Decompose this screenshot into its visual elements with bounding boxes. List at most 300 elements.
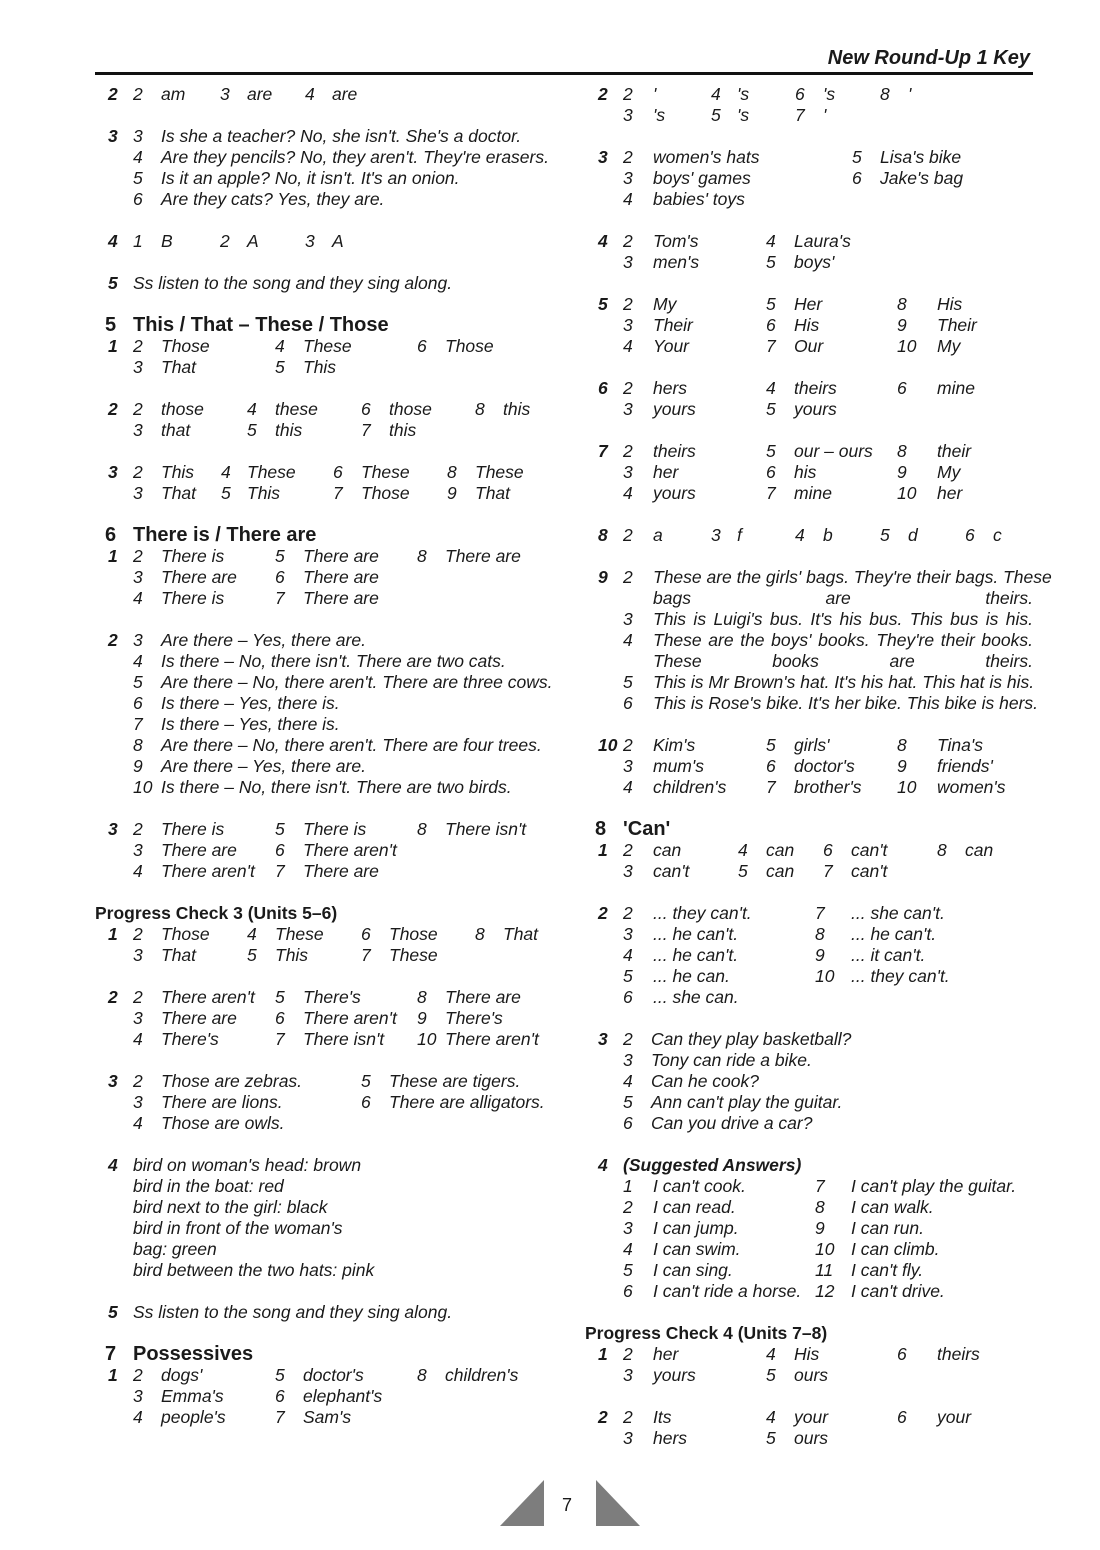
answer-text: can bbox=[965, 840, 994, 860]
exercise-number: 4 bbox=[108, 1155, 118, 1175]
exercise-number: 3 bbox=[108, 462, 118, 482]
answer-row bbox=[95, 567, 545, 588]
answer-text: this bbox=[503, 399, 531, 419]
item-number: 9 bbox=[815, 945, 825, 965]
answer-text: Is there – Yes, there is. bbox=[161, 693, 340, 713]
item-number: 3 bbox=[133, 483, 143, 503]
answer-text: I can read. bbox=[653, 1197, 736, 1217]
answer-row bbox=[585, 105, 1025, 126]
item-number: 2 bbox=[623, 525, 633, 545]
item-number: 3 bbox=[133, 420, 143, 440]
item-number: 2 bbox=[623, 147, 633, 167]
left-column bbox=[95, 84, 553, 1428]
unit4-exercise4 bbox=[95, 231, 545, 252]
unit8-exercise1 bbox=[585, 840, 1025, 882]
answer-text: babies' toys bbox=[653, 189, 745, 209]
answer-text: These bbox=[475, 462, 524, 482]
unit8-heading bbox=[585, 819, 1025, 840]
answer-text: Ss listen to the song and they sing along. bbox=[133, 273, 453, 293]
item-number: 6 bbox=[823, 840, 833, 860]
answer-row bbox=[585, 378, 1025, 399]
answer-text: that bbox=[161, 420, 191, 440]
unit6-heading bbox=[95, 525, 545, 546]
item-number: 2 bbox=[623, 1407, 633, 1427]
item-number: 7 bbox=[795, 105, 805, 125]
item-number: 5 bbox=[623, 966, 633, 986]
answer-text: ... he can't. bbox=[653, 924, 739, 944]
answer-row bbox=[95, 1302, 545, 1323]
answer-text: There isn't bbox=[445, 819, 527, 839]
item-number: 8 bbox=[880, 84, 890, 104]
item-number: 2 bbox=[623, 84, 633, 104]
answer-row bbox=[585, 777, 1025, 798]
exercise-number: 10 bbox=[598, 735, 618, 755]
answer-row bbox=[585, 1239, 1025, 1260]
item-number: 5 bbox=[766, 1428, 776, 1448]
answer-text: Is she a teacher? No, she isn't. She's a doctor. bbox=[161, 126, 522, 146]
item-number: 8 bbox=[475, 399, 485, 419]
right-column bbox=[585, 84, 1052, 1449]
answer-row bbox=[95, 1197, 545, 1218]
answer-text: c bbox=[993, 525, 1002, 545]
exercise-number: 2 bbox=[108, 399, 118, 419]
item-number: 10 bbox=[897, 777, 917, 797]
answer-text: Can he cook? bbox=[651, 1071, 759, 1091]
answer-text: f bbox=[737, 525, 742, 545]
unit5-exercise3 bbox=[95, 462, 545, 504]
answer-text: bird in the boat: red bbox=[133, 1176, 284, 1196]
progress-check3-title: Progress Check 3 (Units 5–6) bbox=[95, 903, 338, 923]
answer-row bbox=[585, 336, 1025, 357]
answer-text: Their bbox=[653, 315, 693, 335]
answer-text: There is bbox=[161, 819, 225, 839]
item-number: 3 bbox=[220, 84, 230, 104]
answer-text: His bbox=[937, 294, 963, 314]
item-number: 6 bbox=[897, 1407, 907, 1427]
answer-text: There are bbox=[303, 546, 379, 566]
item-number: 7 bbox=[275, 861, 285, 881]
item-number: 5 bbox=[623, 672, 633, 692]
answer-row bbox=[585, 84, 1025, 105]
item-number: 2 bbox=[133, 84, 143, 104]
item-number: 4 bbox=[221, 462, 231, 482]
pc4-exercise2 bbox=[585, 1407, 1025, 1449]
item-number: 6 bbox=[623, 1113, 633, 1133]
exercise-number: 2 bbox=[108, 630, 118, 650]
answer-text: Ss listen to the song and they sing along. bbox=[133, 1302, 453, 1322]
answer-text: our – ours bbox=[794, 441, 873, 461]
item-number: 3 bbox=[623, 609, 633, 629]
answer-row bbox=[585, 1092, 1025, 1113]
answer-text: Are they pencils? No, they aren't. They're erasers. bbox=[161, 147, 549, 167]
answer-text: yours bbox=[653, 399, 696, 419]
item-number: 8 bbox=[417, 987, 427, 1007]
answer-text: This bbox=[303, 357, 337, 377]
item-number: 5 bbox=[738, 861, 748, 881]
answer-text: ours bbox=[794, 1428, 829, 1448]
answer-text: There is bbox=[161, 588, 225, 608]
answer-row bbox=[585, 1365, 1025, 1386]
answer-text: That bbox=[475, 483, 511, 503]
answer-row bbox=[585, 840, 1025, 861]
item-number: 6 bbox=[897, 1344, 907, 1364]
answer-text: I can jump. bbox=[653, 1218, 739, 1238]
item-number: 5 bbox=[275, 819, 285, 839]
answer-text: That bbox=[161, 945, 197, 965]
exercise-number: 5 bbox=[108, 273, 118, 293]
item-number: 4 bbox=[305, 84, 315, 104]
answer-row bbox=[95, 1008, 545, 1029]
unit7-exercise10 bbox=[585, 735, 1025, 798]
answer-text: There isn't bbox=[303, 1029, 385, 1049]
answer-text: theirs bbox=[653, 441, 696, 461]
answer-row bbox=[95, 714, 545, 735]
item-number: 6 bbox=[623, 693, 633, 713]
answer-text: ' bbox=[823, 105, 827, 125]
answer-text: There is bbox=[161, 546, 225, 566]
item-number: 2 bbox=[133, 1071, 143, 1091]
answer-text: There aren't bbox=[303, 840, 397, 860]
answer-row bbox=[585, 861, 1025, 882]
answer-text: Are there – No, there aren't. There are three cows. bbox=[161, 672, 553, 692]
item-number: 6 bbox=[795, 84, 805, 104]
answer-row bbox=[95, 231, 545, 252]
answer-text: Those bbox=[361, 483, 410, 503]
unit6-exercise3 bbox=[95, 819, 545, 882]
item-number: 9 bbox=[897, 315, 907, 335]
item-number: 3 bbox=[623, 861, 633, 881]
answer-text: hers bbox=[653, 1428, 688, 1448]
item-number: 5 bbox=[766, 1365, 776, 1385]
answer-row bbox=[95, 336, 545, 357]
item-number: 2 bbox=[623, 1197, 633, 1217]
answer-text: There are bbox=[303, 567, 379, 587]
answer-row bbox=[585, 441, 1025, 462]
item-number: 4 bbox=[275, 336, 285, 356]
answer-text: These books are theirs. bbox=[653, 651, 1033, 671]
answer-row bbox=[95, 840, 545, 861]
exercise-number: 7 bbox=[598, 441, 608, 461]
exercise-number: 2 bbox=[598, 903, 608, 923]
item-number: 4 bbox=[623, 189, 633, 209]
unit6-exercise1 bbox=[95, 546, 545, 609]
answer-row bbox=[95, 420, 545, 441]
answer-text: those bbox=[389, 399, 432, 419]
answer-text: There aren't bbox=[161, 987, 255, 1007]
answer-text: This bbox=[247, 483, 281, 503]
item-number: 3 bbox=[623, 105, 633, 125]
answer-row bbox=[95, 1071, 545, 1092]
exercise-number: 5 bbox=[108, 1302, 118, 1322]
item-number: 3 bbox=[623, 1428, 633, 1448]
exercise-number: 2 bbox=[108, 987, 118, 1007]
answer-text: d bbox=[908, 525, 918, 545]
answer-text: 's bbox=[823, 84, 836, 104]
answer-text: Are there – Yes, there are. bbox=[161, 756, 366, 776]
item-number: 8 bbox=[897, 735, 907, 755]
answer-text: can bbox=[653, 840, 682, 860]
item-number: 8 bbox=[897, 294, 907, 314]
pc4-exercise1 bbox=[585, 1344, 1025, 1386]
item-number: 6 bbox=[623, 1281, 633, 1301]
item-number: 3 bbox=[133, 840, 143, 860]
answer-text: ' bbox=[653, 84, 657, 104]
exercise-number: 1 bbox=[108, 924, 118, 944]
answer-text: friends' bbox=[937, 756, 993, 776]
item-number: 4 bbox=[133, 147, 143, 167]
item-number: 6 bbox=[133, 693, 143, 713]
exercise-number: 6 bbox=[598, 378, 608, 398]
unit5-heading bbox=[95, 315, 545, 336]
item-number: 5 bbox=[623, 1260, 633, 1280]
answer-text: I can climb. bbox=[851, 1239, 940, 1259]
answer-row bbox=[585, 1218, 1025, 1239]
exercise-number: 3 bbox=[108, 1071, 118, 1091]
answer-text: ... she can. bbox=[653, 987, 739, 1007]
answer-row bbox=[585, 630, 1033, 651]
progress-check4-heading bbox=[585, 1323, 1025, 1344]
item-number: 9 bbox=[815, 1218, 825, 1238]
answer-text: your bbox=[937, 1407, 972, 1427]
item-number: 6 bbox=[361, 924, 371, 944]
answer-row bbox=[585, 1281, 1025, 1302]
answer-row bbox=[585, 462, 1025, 483]
answer-row bbox=[95, 189, 545, 210]
answer-text: Is there – Yes, there is. bbox=[161, 714, 340, 734]
item-number: 6 bbox=[275, 567, 285, 587]
item-number: 4 bbox=[133, 588, 143, 608]
answer-text: These are tigers. bbox=[389, 1071, 521, 1091]
answer-text: yours bbox=[794, 399, 837, 419]
answer-row bbox=[95, 861, 545, 882]
answer-text: Are there – No, there aren't. There are four trees. bbox=[161, 735, 542, 755]
item-number: 3 bbox=[133, 1008, 143, 1028]
running-title: New Round-Up 1 Key bbox=[827, 47, 1030, 69]
unit6-title: There is / There are bbox=[133, 524, 317, 546]
item-number: 2 bbox=[623, 840, 633, 860]
answer-row bbox=[585, 672, 1035, 693]
answer-text: can bbox=[766, 840, 795, 860]
answer-text: I can sing. bbox=[653, 1260, 733, 1280]
answer-text: his bbox=[794, 462, 817, 482]
answer-text: These bbox=[303, 336, 352, 356]
answer-text: Those bbox=[161, 924, 210, 944]
item-number: 3 bbox=[133, 945, 143, 965]
answer-row bbox=[585, 1029, 1025, 1050]
item-number: 7 bbox=[766, 483, 776, 503]
item-number: 2 bbox=[623, 903, 633, 923]
pc3-exercise2 bbox=[95, 987, 545, 1050]
item-number: 7 bbox=[766, 336, 776, 356]
answer-row bbox=[95, 693, 545, 714]
answer-text: There's bbox=[161, 1029, 219, 1049]
item-number: 5 bbox=[247, 420, 257, 440]
answer-row bbox=[585, 966, 1025, 987]
answer-text: That bbox=[161, 357, 197, 377]
answer-text: Emma's bbox=[161, 1386, 224, 1406]
answer-text: There are bbox=[161, 1008, 237, 1028]
answer-row bbox=[585, 756, 1025, 777]
answer-row bbox=[585, 483, 1025, 504]
answer-text: Those bbox=[389, 924, 438, 944]
answer-row bbox=[585, 294, 1025, 315]
item-number: 8 bbox=[937, 840, 947, 860]
item-number: 2 bbox=[623, 441, 633, 461]
answer-text: 's bbox=[737, 84, 750, 104]
answer-row bbox=[585, 924, 1025, 945]
answer-row bbox=[585, 1260, 1025, 1281]
item-number: 5 bbox=[766, 735, 776, 755]
answer-row bbox=[585, 147, 1025, 168]
answer-text: My bbox=[937, 462, 961, 482]
answer-text: these bbox=[275, 399, 318, 419]
answer-row bbox=[585, 1071, 1025, 1092]
answer-row bbox=[585, 693, 1039, 714]
item-number: 2 bbox=[623, 231, 633, 251]
item-number: 3 bbox=[623, 399, 633, 419]
answer-text: mum's bbox=[653, 756, 704, 776]
answer-text: These are the girls' bags. They're their bags. These bbox=[653, 567, 1052, 587]
answer-text: There are lions. bbox=[161, 1092, 283, 1112]
item-number: 4 bbox=[738, 840, 748, 860]
answer-text: Ann can't play the guitar. bbox=[651, 1092, 843, 1112]
answer-row bbox=[95, 1218, 545, 1239]
item-number: 8 bbox=[417, 1365, 427, 1385]
item-number: 5 bbox=[247, 945, 257, 965]
answer-row bbox=[585, 1428, 1025, 1449]
answer-row bbox=[585, 945, 1025, 966]
answer-text: Is there – No, there isn't. There are two birds. bbox=[161, 777, 512, 797]
answer-text: There is bbox=[303, 819, 367, 839]
answer-text: bird on woman's head: brown bbox=[133, 1155, 362, 1175]
item-number: 3 bbox=[133, 1386, 143, 1406]
answer-row bbox=[585, 168, 1025, 189]
answer-text: ... he can't. bbox=[851, 924, 937, 944]
item-number: 8 bbox=[417, 546, 427, 566]
item-number: 2 bbox=[133, 462, 143, 482]
answer-text: There are bbox=[445, 546, 521, 566]
item-number: 7 bbox=[815, 903, 825, 923]
answer-text: ... they can't. bbox=[653, 903, 752, 923]
unit6-exercise2 bbox=[95, 630, 553, 798]
answer-text: ... he can. bbox=[653, 966, 730, 986]
item-number: 4 bbox=[623, 945, 633, 965]
answer-row bbox=[585, 525, 1025, 546]
answer-row bbox=[95, 630, 545, 651]
answer-text: Tina's bbox=[937, 735, 983, 755]
unit7-number: 7 bbox=[105, 1343, 117, 1365]
answer-text: Sam's bbox=[303, 1407, 352, 1427]
answer-text: her bbox=[937, 483, 963, 503]
item-number: 6 bbox=[623, 987, 633, 1007]
answer-row bbox=[585, 903, 1025, 924]
unit7-heading bbox=[95, 1344, 545, 1365]
header-rule bbox=[95, 72, 1033, 75]
answer-text: I can swim. bbox=[653, 1239, 741, 1259]
unit8-exercise4-label-row bbox=[585, 1155, 1025, 1176]
item-number: 10 bbox=[897, 336, 917, 356]
answer-text: bird in front of the woman's bbox=[133, 1218, 343, 1238]
item-number: 2 bbox=[133, 1365, 143, 1385]
item-number: 8 bbox=[815, 1197, 825, 1217]
answer-text: Those bbox=[445, 336, 494, 356]
item-number: 4 bbox=[133, 651, 143, 671]
item-number: 4 bbox=[623, 336, 633, 356]
answer-row bbox=[585, 399, 1025, 420]
answer-text: mine bbox=[937, 378, 975, 398]
exercise-number: 2 bbox=[108, 84, 118, 104]
answer-row bbox=[95, 588, 545, 609]
answer-text: her bbox=[653, 1344, 679, 1364]
answer-text: 's bbox=[737, 105, 750, 125]
answer-text: There aren't bbox=[161, 861, 255, 881]
answer-text: bags are theirs. bbox=[653, 588, 1033, 608]
answer-text: Her bbox=[794, 294, 823, 314]
unit7-exercise2 bbox=[585, 84, 1025, 126]
item-number: 5 bbox=[623, 1092, 633, 1112]
answer-text: boys' games bbox=[653, 168, 751, 188]
answer-text: this bbox=[275, 420, 303, 440]
item-number: 8 bbox=[815, 924, 825, 944]
answer-text: Your bbox=[653, 336, 689, 356]
exercise-number: 3 bbox=[108, 819, 118, 839]
answer-text: her bbox=[653, 462, 679, 482]
answer-text: ... it can't. bbox=[851, 945, 926, 965]
item-number: 7 bbox=[333, 483, 343, 503]
answer-text: bird next to the girl: black bbox=[133, 1197, 328, 1217]
answer-text: There are bbox=[445, 987, 521, 1007]
item-number: 2 bbox=[133, 987, 143, 1007]
answer-text: I can walk. bbox=[851, 1197, 934, 1217]
item-number: 5 bbox=[133, 168, 143, 188]
item-number: 9 bbox=[447, 483, 457, 503]
item-number: 7 bbox=[275, 1029, 285, 1049]
answer-text: I can't drive. bbox=[851, 1281, 945, 1301]
answer-text: His bbox=[794, 1344, 820, 1364]
item-number: 6 bbox=[852, 168, 862, 188]
answer-row bbox=[585, 1197, 1025, 1218]
answer-text: a bbox=[653, 525, 663, 545]
answer-row bbox=[95, 1407, 545, 1428]
answer-row bbox=[585, 588, 1033, 609]
answer-row bbox=[95, 1386, 545, 1407]
pc3-exercise3 bbox=[95, 1071, 545, 1134]
pc3-exercise4 bbox=[95, 1155, 545, 1281]
exercise-number: 3 bbox=[598, 147, 608, 167]
item-number: 6 bbox=[766, 462, 776, 482]
answer-row bbox=[585, 609, 1033, 630]
item-number: 2 bbox=[133, 819, 143, 839]
item-number: 7 bbox=[815, 1176, 825, 1196]
unit5-title: This / That – These / Those bbox=[133, 314, 389, 336]
item-number: 1 bbox=[623, 1176, 633, 1196]
pc3-exercise5 bbox=[95, 1302, 545, 1323]
unit8-number: 8 bbox=[595, 818, 607, 840]
item-number: 3 bbox=[133, 1092, 143, 1112]
item-number: 9 bbox=[417, 1008, 427, 1028]
answer-row bbox=[95, 1239, 545, 1260]
answer-row bbox=[95, 945, 545, 966]
item-number: 4 bbox=[247, 924, 257, 944]
answer-text: elephant's bbox=[303, 1386, 383, 1406]
item-number: 7 bbox=[275, 588, 285, 608]
item-number: 5 bbox=[880, 525, 890, 545]
item-number: 7 bbox=[823, 861, 833, 881]
item-number: 2 bbox=[133, 336, 143, 356]
answer-row bbox=[95, 273, 545, 294]
exercise-number: 4 bbox=[598, 231, 608, 251]
answer-text: My bbox=[937, 336, 961, 356]
